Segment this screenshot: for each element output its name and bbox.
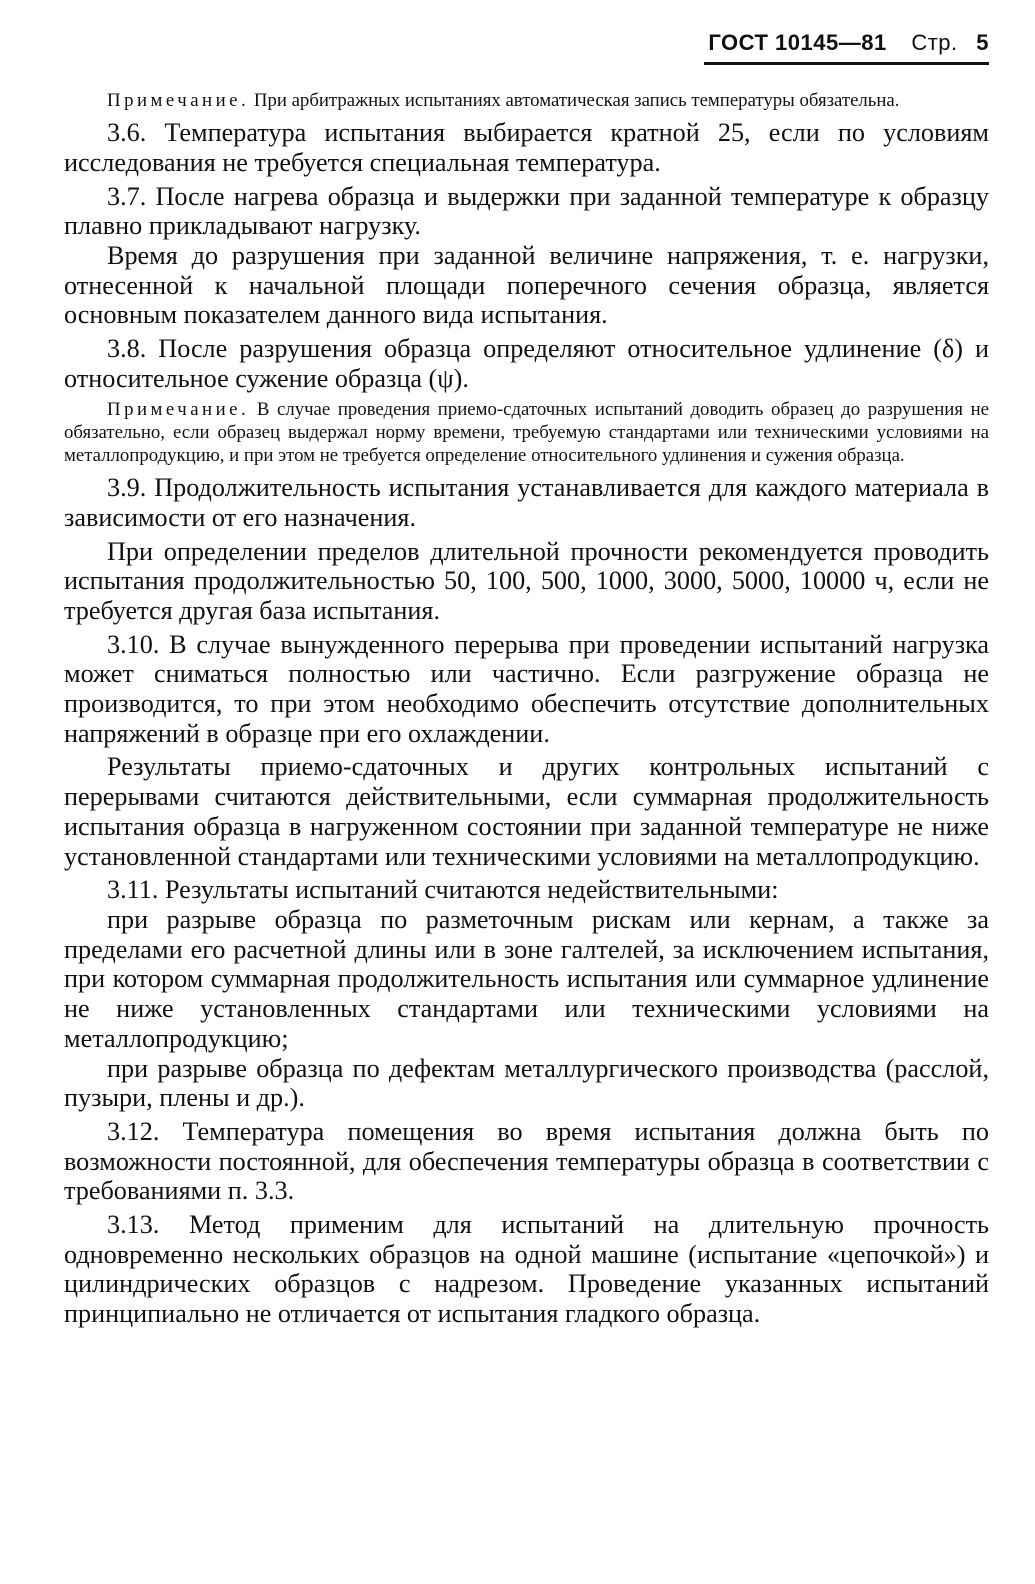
- clause-3-13: 3.13. Метод применим для испытаний на длительную прочность одновременно нескольких образцов на одной машине (испытание «цепочкой») и цилиндрических образцов с надрезом. Проведение указанных испытаний принципиально не отличается от испытания гладкого образца.: [64, 1210, 989, 1329]
- paragraph-test-durations: При определении пределов длительной прочности рекомендуется проводить испытания продолжительностью 50, 100, 500, 1000, 3000, 5000, 10000 ч, если не требуется другая база испытания.: [64, 536, 989, 625]
- clause-3-12: 3.12. Температура помещения во время испытания должна быть по возможности постоянной, для обеспечения температуры образца в соответствии с требованиями п. 3.3.: [64, 1116, 989, 1206]
- document-body: [64, 89, 989, 1329]
- clause-3-7: 3.7. После нагрева образца и выдержки при заданной температуре к образцу плавно прикладывают нагрузку.: [64, 181, 989, 241]
- note-label: Примечание.: [107, 90, 250, 111]
- clause-3-11: 3.11. Результаты испытаний считаются недействительными:: [107, 875, 779, 905]
- paragraph-time-to-failure: Время до разрушения при заданной величине напряжения, т. е. нагрузки, отнесенной к начальной площади поперечного сечения образца, является основным показателем данного вида испытания.: [64, 241, 989, 330]
- page-number: 5: [976, 30, 989, 55]
- note-label: Примечание.: [107, 398, 250, 420]
- note-text: В случае проведения приемо-сдаточных испытаний доводить образец до разрушения не обязательно, если образец выдержал норму времени, требуемую стандартами или техническими условиями на металлопродукцию, и при этом не требуется определение относительного удлинения и сужения образца.: [64, 398, 989, 466]
- note-acceptance-tests: [64, 398, 989, 468]
- page-label: Стр.: [911, 30, 958, 55]
- note-text: При арбитражных испытаниях автоматическая запись температуры обязательна.: [253, 90, 900, 111]
- clause-3-8: 3.8. После разрушения образца определяют относительное удлинение (δ) и относительное сужение образца (ψ).: [64, 334, 989, 393]
- document-page: [64, 30, 989, 1333]
- paragraph-interrupted-results: Результаты приемо-сдаточных и других контрольных испытаний с перерывами считаются действительными, если суммарная продолжительность испытания образца в нагруженном состоянии при заданной температуре не ниже установленной стандартами или техническими условиями на металлопродукцию.: [64, 752, 989, 871]
- clause-3-10: 3.10. В случае вынужденного перерыва при проведении испытаний нагрузка может сниматься полностью или частично. Если разгружение образца не производится, то при этом необходимо обеспечить отсутствие дополнительных напряжений в образце при его охлаждении.: [64, 629, 989, 748]
- note-arbitration: [64, 89, 989, 112]
- clause-3-9: 3.9. Продолжительность испытания устанавливается для каждого материала в зависимости от его назначения.: [64, 473, 989, 532]
- standard-number: ГОСТ 10145—81: [708, 30, 887, 55]
- clause-3-6: 3.6. Температура испытания выбирается кратной 25, если по условиям исследования не требуется специальная температура.: [64, 118, 989, 177]
- page-header: [704, 30, 989, 65]
- clause-3-11-item-defects: при разрыве образца по дефектам металлургического производства (расслой, пузыри, плены и др.).: [64, 1053, 989, 1113]
- clause-3-11-item-marks: при разрыве образца по разметочным рискам или кернам, а также за пределами его расчетной длины или в зоне галтелей, за исключением испытания, при котором суммарная продолжительность испытания или суммарное удлинение не ниже установленных стандартами или техническими условиями на металлопродукцию;: [64, 904, 989, 1053]
